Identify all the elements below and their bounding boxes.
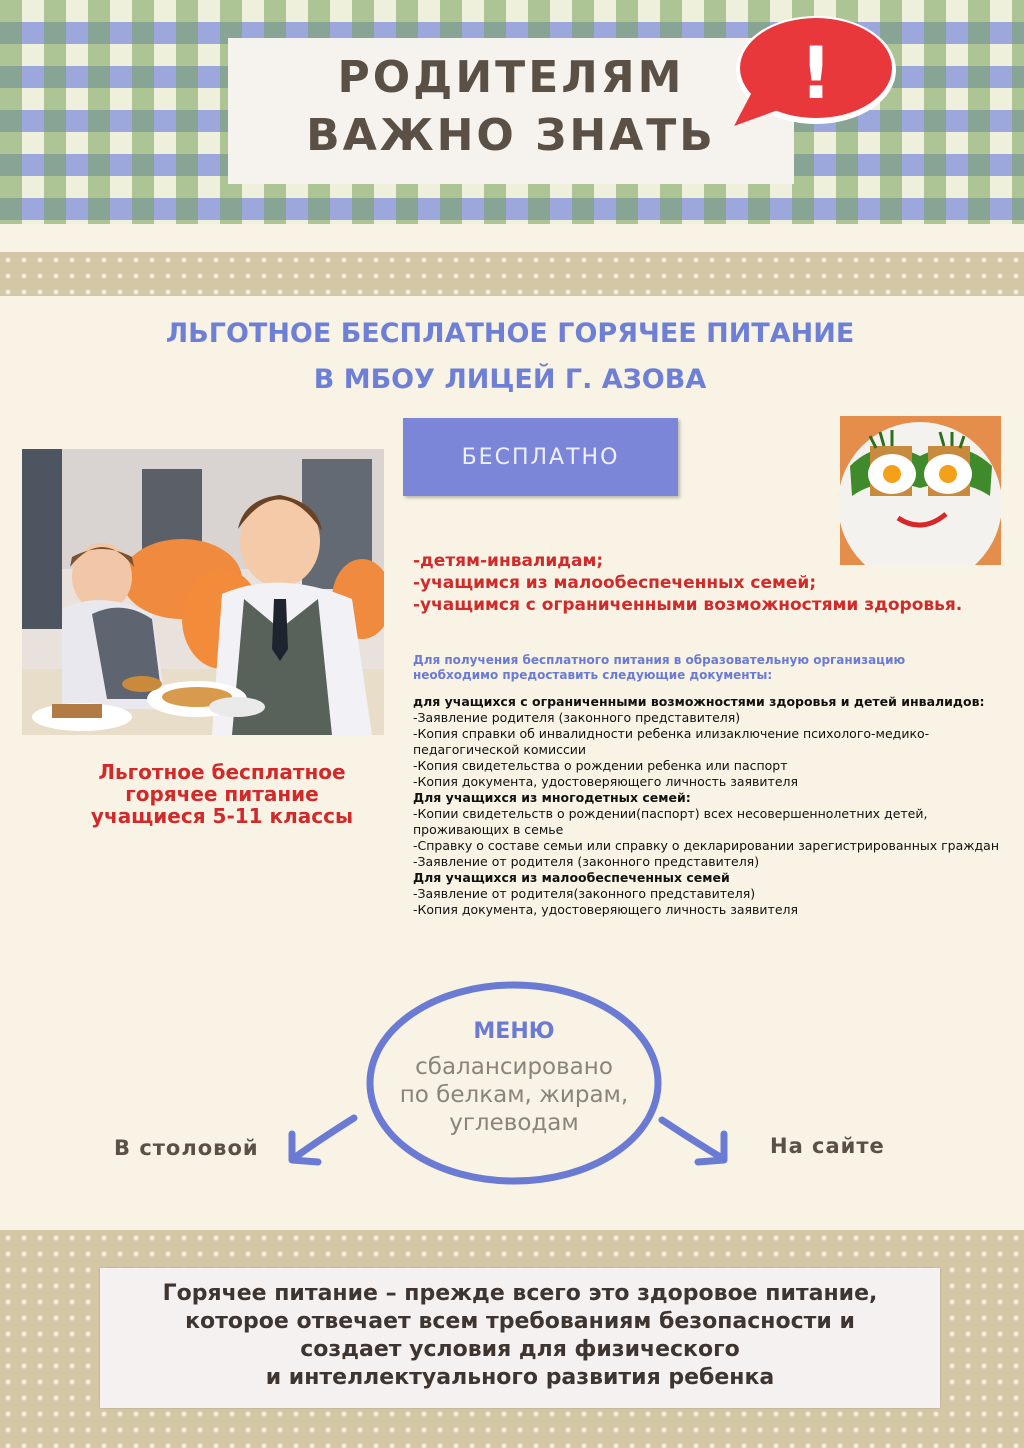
menu-description xyxy=(364,1053,664,1137)
menu-title: МЕНЮ xyxy=(473,1019,555,1044)
footer-line: Горячее питание – прежде всего это здоровое питание, xyxy=(162,1281,878,1306)
documents-intro: Для получения бесплатного питания в образовательную организацию необходимо предоставить следующие документы: xyxy=(413,653,906,682)
document-item: -Заявление от родителя(законного представителя) xyxy=(413,886,756,901)
food-smiley-photo xyxy=(840,416,1001,565)
free-categories-list xyxy=(413,550,962,616)
menu-description-line: углеводам xyxy=(449,1110,579,1136)
category-item: -учащимся с ограниченными возможностями здоровья. xyxy=(413,595,963,615)
category-item: -детям-инвалидам; xyxy=(413,551,604,571)
arrow-left-icon xyxy=(282,1110,362,1170)
document-item: -Копия документа, удостоверяющего личность заявителя xyxy=(413,902,799,917)
documents-list xyxy=(413,694,1013,918)
document-item: -Заявление родителя (законного представителя) xyxy=(413,710,741,725)
benefit-note-line: Льготное бесплатное xyxy=(98,760,346,784)
website-label: На сайте xyxy=(770,1134,885,1158)
document-item: -Заявление от родителя (законного представителя) xyxy=(413,854,760,869)
students-photo xyxy=(22,449,384,735)
benefit-note xyxy=(22,761,422,827)
dotted-band-top xyxy=(0,252,1024,296)
document-item: -Копия документа, удостоверяющего личность заявителя xyxy=(413,774,799,789)
page-title-line2: ВАЖНО ЗНАТЬ xyxy=(306,110,716,161)
main-title-line2: В МБОУ ЛИЦЕЙ Г. АЗОВА xyxy=(313,364,707,395)
document-item: -Копия свидетельства о рождении ребенка или паспорт xyxy=(413,758,788,773)
footer-text xyxy=(100,1280,940,1392)
benefit-note-line: учащиеся 5-11 классы xyxy=(90,804,354,828)
document-item: -Копия справки об инвалидности ребенка илизаключение психолого-медико-педагогической комиссии xyxy=(413,726,930,757)
arrow-right-icon xyxy=(656,1112,736,1172)
documents-group-heading: Для учащихся из многодетных семей: xyxy=(413,790,691,805)
menu-description-line: сбалансировано xyxy=(415,1054,613,1080)
menu-description-line: по белкам, жирам, xyxy=(399,1082,629,1108)
canteen-label: В столовой xyxy=(114,1136,259,1160)
footer-line: и интеллектуального развития ребенка xyxy=(265,1365,775,1390)
footer-line: которое отвечает всем требованиям безопасности и xyxy=(185,1309,855,1334)
main-title-line1: ЛЬГОТНОЕ БЕСПЛАТНОЕ ГОРЯЧЕЕ ПИТАНИЕ xyxy=(165,318,855,349)
document-item: -Справку о составе семьи или справку о декларировании зарегистрированных граждан xyxy=(413,838,1000,853)
page-title-line1: РОДИТЕЛЯМ xyxy=(337,52,685,103)
exclamation-mark: ! xyxy=(799,31,833,115)
footer-line: создает условия для физического xyxy=(300,1337,740,1362)
alert-bubble-icon xyxy=(734,14,898,134)
documents-group-heading: для учащихся с ограниченными возможностями здоровья и детей инвалидов: xyxy=(413,694,985,709)
free-label-box: БЕСПЛАТНО xyxy=(403,418,678,496)
document-item: -Копии свидетельств о рождении(паспорт) всех несовершеннолетних детей, проживающих в семье xyxy=(413,806,928,837)
category-item: -учащимся из малообеспеченных семей; xyxy=(413,573,817,593)
benefit-note-line: горячее питание xyxy=(125,782,319,806)
documents-group-heading: Для учащихся из малообеспеченных семей xyxy=(413,870,730,885)
